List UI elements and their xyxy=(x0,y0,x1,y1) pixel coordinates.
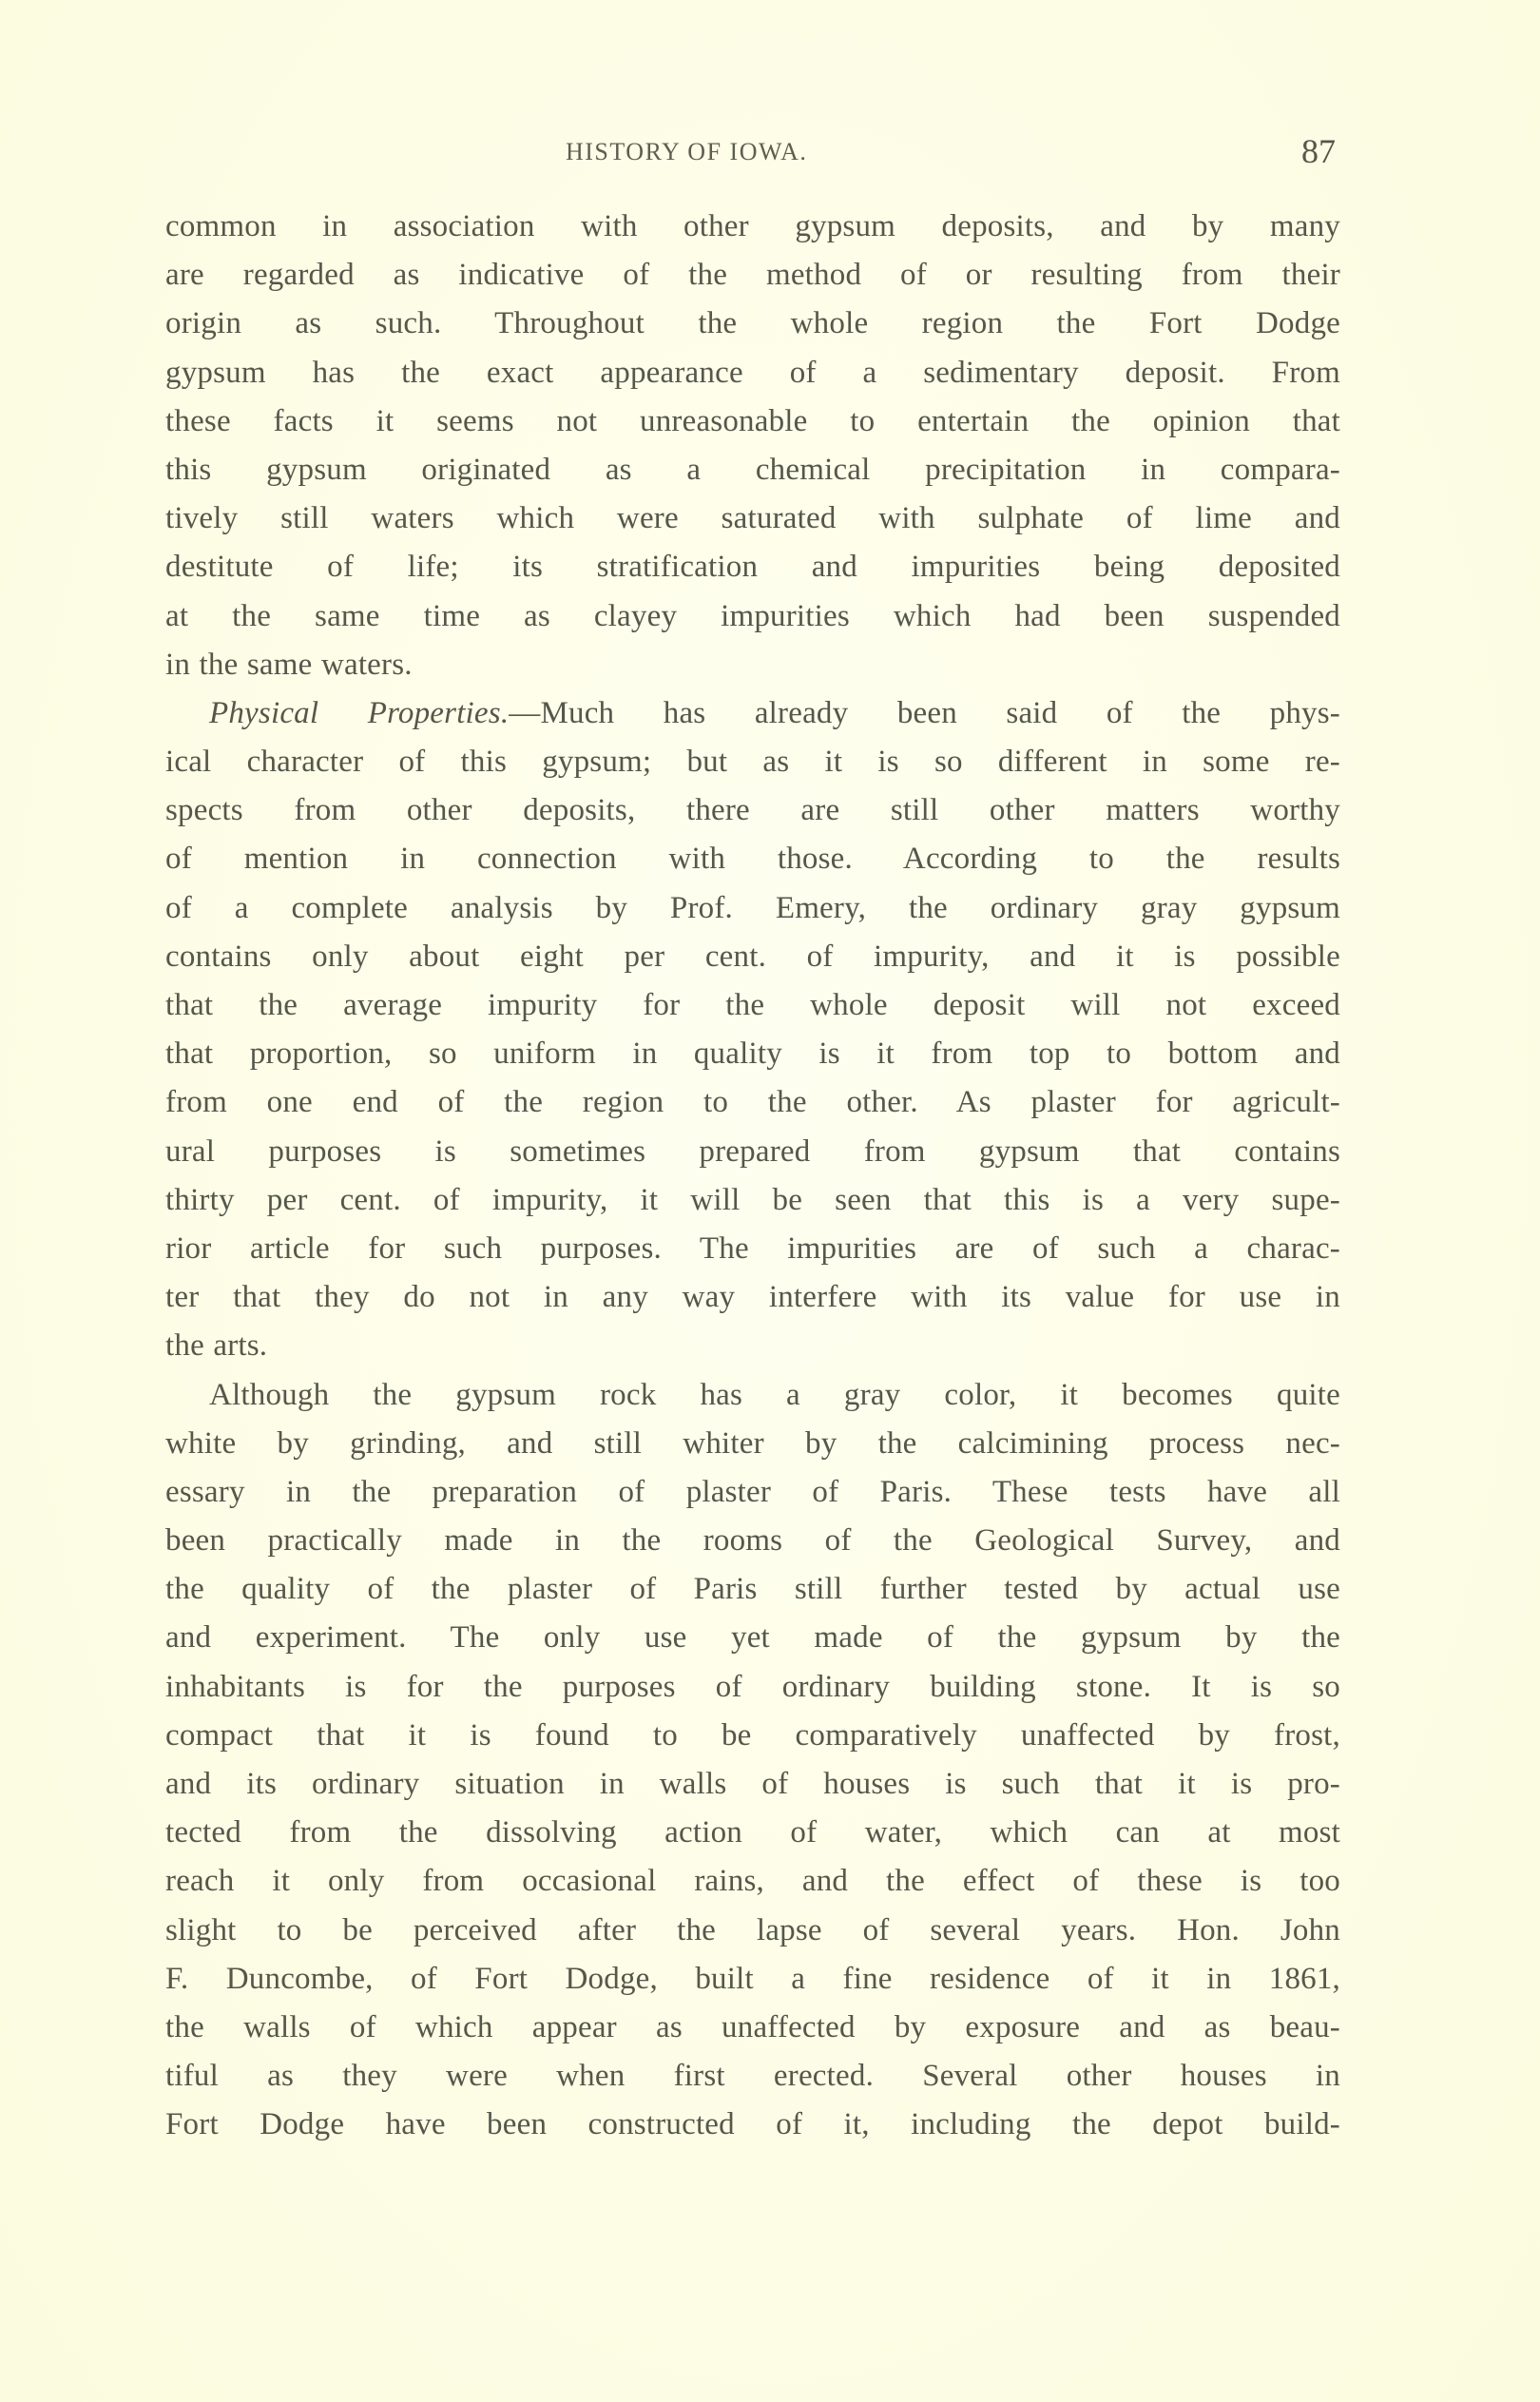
text-line: are regarded as indicative of the method of or resulting from their xyxy=(165,258,1340,293)
text-line: ical character of this gypsum; but as it is so different in some re- xyxy=(165,745,1340,780)
text-line: these facts it seems not unreasonable to entertain the opinion that xyxy=(165,403,1340,438)
text-line: tively still waters which were saturated with sulphate of lime and xyxy=(165,501,1340,536)
text-line: contains only about eight per cent. of impurity, and it is possible xyxy=(165,939,1340,974)
text-line: slight to be perceived after the lapse of several years. Hon. John xyxy=(165,1912,1340,1947)
text-line: ter that they do not in any way interfere with its value for use in xyxy=(165,1280,1340,1315)
text-line: essary in the preparation of plaster of Paris. These tests have all xyxy=(165,1474,1340,1509)
page-number: 87 xyxy=(1301,132,1336,170)
text-line: inhabitants is for the purposes of ordinary building stone. It is so xyxy=(165,1669,1340,1704)
text-line: F. Duncombe, of Fort Dodge, built a fine residence of it in 1861, xyxy=(165,1961,1340,1996)
text-line: at the same time as clayey impurities which had been suspended xyxy=(165,598,1340,633)
text-line: destitute of life; its stratification and impurities being deposited xyxy=(165,550,1340,585)
text-line: the quality of the plaster of Paris still further tested by actual use xyxy=(165,1572,1340,1607)
text-line: that proportion, so uniform in quality is it from top to bottom and xyxy=(165,1036,1340,1072)
text-line: and experiment. The only use yet made of the gypsum by the xyxy=(165,1620,1340,1656)
text-line: tiful as they were when first erected. Several other houses in xyxy=(165,2059,1340,2094)
text-line: that the average impurity for the whole deposit will not exceed xyxy=(165,988,1340,1022)
text-line: in the same waters. xyxy=(165,647,413,682)
text-line: tected from the dissolving action of water, which can at most xyxy=(165,1815,1340,1850)
running-title: HISTORY OF IOWA. xyxy=(566,138,808,165)
text-line: from one end of the region to the other. As plaster for agricult- xyxy=(165,1085,1340,1120)
text-line: and its ordinary situation in walls of houses is such that it is pro- xyxy=(165,1767,1340,1801)
text-line: origin as such. Throughout the whole region the Fort Dodge xyxy=(165,306,1340,341)
text-line: white by grinding, and still whiter by the calcimining process nec- xyxy=(165,1425,1340,1461)
paragraph xyxy=(165,203,1340,689)
text-line: Fort Dodge have been constructed of it, including the depot build- xyxy=(165,2107,1340,2142)
paragraph-physical-properties xyxy=(165,689,1340,1371)
text-line: Although the gypsum rock has a gray color, it becomes quite xyxy=(209,1377,1340,1412)
section-heading: Physical Properties. xyxy=(209,695,510,730)
text-line: rior article for such purposes. The impurities are of such a charac- xyxy=(165,1230,1340,1266)
paragraph xyxy=(165,1371,1340,2150)
text-line: common in association with other gypsum deposits, and by many xyxy=(165,209,1340,243)
text-line: of mention in connection with those. According to the results xyxy=(165,842,1340,877)
text-line: the walls of which appear as unaffected by exposure and as beau- xyxy=(165,2009,1340,2044)
text-line: spects from other deposits, there are still other matters worthy xyxy=(165,793,1340,828)
text-line: been practically made in the rooms of the Geological Survey, and xyxy=(165,1523,1340,1559)
text-line: this gypsum originated as a chemical precipitation in compara- xyxy=(165,452,1340,487)
text-line: the arts. xyxy=(165,1328,268,1364)
text-run: —Much has already been said of the phys- xyxy=(509,695,1340,730)
page-header xyxy=(166,132,1340,170)
body-text xyxy=(165,203,1340,2150)
text-line: thirty per cent. of impurity, it will be seen that this is a very supe- xyxy=(165,1182,1340,1217)
text-line xyxy=(165,689,1340,738)
text-line: compact that it is found to be comparatively unaffected by frost, xyxy=(165,1717,1340,1753)
text-line: of a complete analysis by Prof. Emery, the ordinary gray gypsum xyxy=(165,890,1340,925)
text-line: reach it only from occasional rains, and the effect of these is too xyxy=(165,1864,1340,1899)
text-line: ural purposes is sometimes prepared from gypsum that contains xyxy=(165,1133,1340,1169)
text-line: gypsum has the exact appearance of a sedimentary deposit. From xyxy=(165,355,1340,390)
